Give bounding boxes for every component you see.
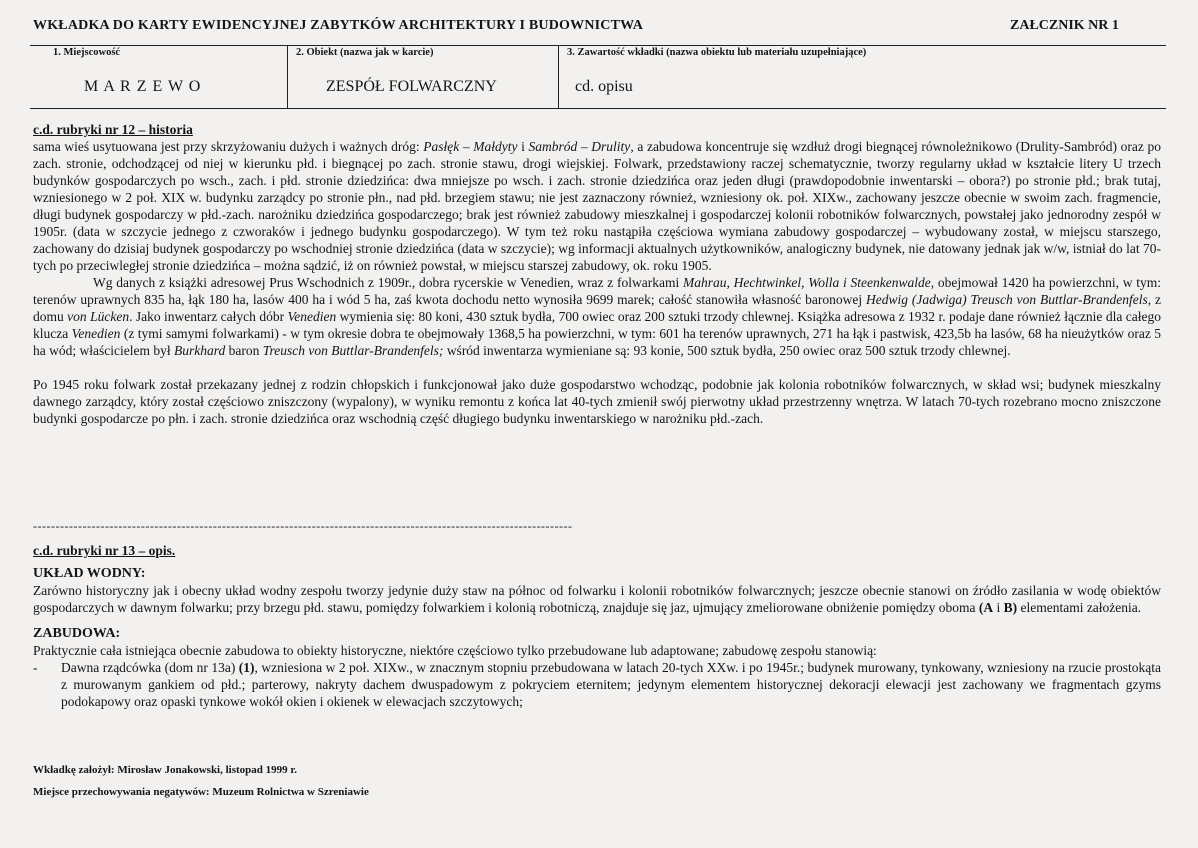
text-run: , obejmował 1420 ha powierzchni, w tym: terenów uprawnych 835 ha, łąk 180 ha, lasów 400 ha i wód 5 ha, zaś kwota dochodu netto wynosiła 9699 marek; całość stanowiła własność baronowej (33, 275, 1162, 307)
text-run: (A (978, 600, 994, 615)
text-run: . Jako inwentarz całych dóbr (129, 309, 288, 324)
text-run: Praktycznie cała istniejąca obecnie zabudowa to obiekty historyczne, niektóre częściowo tylko przebudowane lub adaptowane; zabudowę zespołu stanowią: (33, 643, 877, 658)
list-dash: - (33, 660, 38, 675)
header-bottom-rule (30, 108, 1166, 109)
text-run: Hedwig (Jadwiga) Treusch von Buttlar-Brandenfels, (866, 292, 1152, 307)
section-separator: ------------------------------------------------------------------------------------------------------------------------ (33, 519, 573, 533)
text-run: Burkhard (173, 343, 226, 358)
text-run: z domu (33, 292, 1162, 324)
water-system-text (33, 582, 1161, 616)
text-run: von Lücken (67, 309, 130, 324)
text-run: (z tymi samymi folwarkami) - w tym okresie dobra te obejmowały 1368,5 ha powierzchni, w tym: 601 ha terenów uprawnych, 271 ha łąk i pastwisk, 423,5b ha lasów, 68 ha nieużytków oraz 5 ha wód; właścicielem był (33, 326, 1162, 358)
text-run: Treusch von Buttlar-Brandenfels; (262, 343, 444, 358)
place-label: 1. Miejscowość (53, 47, 121, 58)
place-value: M A R Z E W O (84, 78, 202, 95)
annex-number: ZAŁCZNIK NR 1 (1010, 18, 1119, 33)
text-run: elementami założenia. (1017, 600, 1142, 615)
insert-author: Wkładkę założył: Mirosław Jonakowski, listopad 1999 r. (33, 764, 298, 776)
text-run: Venedien (71, 326, 121, 341)
text-run: , wzniesiona w 2 poł. XIXw., w znacznym stopniu przebudowana w latach 20-tych XXw. i po 1945r.; budynek murowany, tynkowany, wzniesiony na rzucie prostokąta z murowanym gankiem od płd.; parterowy, nakryty dachem dwuspadowym z pokryciem eternitem; jedynym elementem historycznej dekoracji elewacji jest zachowany we fragmentach gzyms podokapowy oraz opaski tynkowe wokół okien i okienek w elewacjach szczytowych; (61, 660, 1161, 709)
section-12-heading: c.d. rubryki nr 12 – historia (33, 122, 193, 137)
history-paragraph-3 (33, 376, 1161, 427)
document-title: WKŁADKA DO KARTY EWIDENCYJNEJ ZABYTKÓW ARCHITEKTURY I BUDOWNICTWA (33, 18, 644, 33)
text-run: i (993, 600, 1004, 615)
history-paragraph-2 (33, 274, 1161, 359)
text-run: Mahrau, Hechtwinkel, Wolla i Steenkenwalde (683, 275, 931, 290)
text-run: Wg danych z książki adresowej Prus Wschodnich z 1909r., dobra rycerskie w Venedien, wraz z folwarkami (93, 275, 684, 290)
content-value: cd. opisu (575, 78, 633, 95)
text-run: , a zabudowa koncentruje się wzdłuż drogi biegnącej równoleżnikowo (Drulity-Sambród) oraz po zach. stronie, odchodzącej od niej w kierunku płd. i biegnącej po zach. stronie stawu, drogi wiejskiej. Folwark, przedstawiony raczej schematycznie, tworzy regularny układ w kształcie litery U trzech budynków gospodarczych po wsch., zach. i płd. stronie dziedzińca: dwa mniejsze po wsch. i zach. stronie dziedzińca oraz jeden długi (prawdopodobnie inwentarski – obora?) po stronie płd.; brak tutaj, wzniesionego w 2 poł. XIX w. budynku zarządcy po stronie płn., nad płd. brzegiem stawu; nie jest zaznaczony również, wzniesiony ok. poł. XIXw., zachowany jeszcze obecnie w swoim zach. fragmencie, długi budynek gospodarczy w płd.-zach. narożniku dziedzińca gospodarczego; brak jest również zabudowy mieszkalnej i gospodarczej kolonii robotników folwarcznych, powstałej jako jednorodny zespół w 1905r. (data w szczycie jednego z czworaków i jednego budynku gospodarczego). W tym też roku nastąpiła częściowa wymiana zabudowy gospodarczej – wybudowany został, w miejscu starszego, zachowany do dzisiaj budynek gospodarczy po wschodniej stronie dziedzińca (data w szczycie); wg informacji aktualnych użytkowników, analogiczny budynek, nie datowany jednak jak w/w, istniał do lat 70-tych po przeciwległej stronie dziedzińca – można sądzić, iż on również powstał, w miejscu starszej zabudowy, ok. roku 1905. (33, 139, 1162, 273)
text-run: Venedien (287, 309, 337, 324)
header-divider-1 (287, 46, 288, 108)
text-run: Po 1945 roku folwark został przekazany jednej z rodzin chłopskich i funkcjonował jako duże gospodarstwo wchodząc, podobnie jak kolonia robotników folwarcznych, w skład wsi; budynek mieszkalny dawnego zarządcy, który został częściowo zniszczony (wypalony), w wyniku remontu z końca lat 40-tych zmienił swój pierwotny układ przestrzenny wnętrza. W latach 70-tych rozebrano mocno zniszczone budynki gospodarcze po płn. i zach. stronie dziedzińca oraz wschodnią część długiego budynku inwentarskiego w narożniku płd.-zach. (33, 377, 1161, 426)
header-divider-2 (558, 46, 559, 108)
text-run: wśród inwentarza wymieniane są: 93 konie, 500 sztuk bydła, 250 owiec oraz 500 sztuk trzody chlewnej. (443, 343, 1011, 358)
text-run: Pasłęk – Małdyty (423, 139, 518, 154)
buildings-intro (33, 642, 1161, 659)
object-label: 2. Obiekt (nazwa jak w karcie) (296, 47, 434, 58)
text-run: wymienia się: 80 koni, 430 sztuk bydła, 700 owiec oraz 200 sztuki trzody chlewnej. Książka adresowa z 1932 r. podaje dane również łącznie dla całego klucza (33, 309, 1161, 341)
text-run: sama wieś usytuowana jest przy skrzyżowaniu dużych i ważnych dróg: (33, 139, 424, 154)
building-1-description (61, 659, 1161, 710)
text-run: baron (225, 343, 263, 358)
text-run: Sambród – Drulity (528, 139, 631, 154)
text-run: Zarówno historyczny jak i obecny układ wodny zespołu tworzy jedynie duży staw na północ od folwarku i kolonii robotników folwarcznych; jeszcze obecnie stanowi on źródło zasilania w wodę obiektów gospodarczych w dawnym folwarku; przy brzegu płd. stawu, pomiędzy folwarkiem i kolonią robotniczą, znajduje się jaz, ujmujący zmeliorowane obniżenie pomiędzy oboma (33, 583, 1161, 615)
object-value: ZESPÓŁ FOLWARCZNY (326, 78, 497, 95)
section-13-description (33, 542, 1161, 710)
buildings-heading: ZABUDOWA: (33, 626, 121, 641)
building-list-item (33, 659, 1161, 710)
section-13-heading: c.d. rubryki nr 13 – opis. (33, 543, 176, 558)
text-run: i (517, 139, 529, 154)
text-run: (1) (238, 660, 255, 675)
negatives-storage: Miejsce przechowywania negatywów: Muzeum Rolnictwa w Szreniawie (33, 786, 369, 798)
text-run: B) (1003, 600, 1018, 615)
history-paragraph-1 (33, 138, 1161, 274)
header-top-rule (30, 45, 1166, 46)
text-run: Dawna rządcówka (dom nr 13a) (61, 660, 239, 675)
water-system-heading: UKŁAD WODNY: (33, 566, 146, 581)
section-12-history (33, 121, 1161, 427)
content-label: 3. Zawartość wkładki (nazwa obiektu lub materiału uzupełniające) (567, 47, 867, 58)
